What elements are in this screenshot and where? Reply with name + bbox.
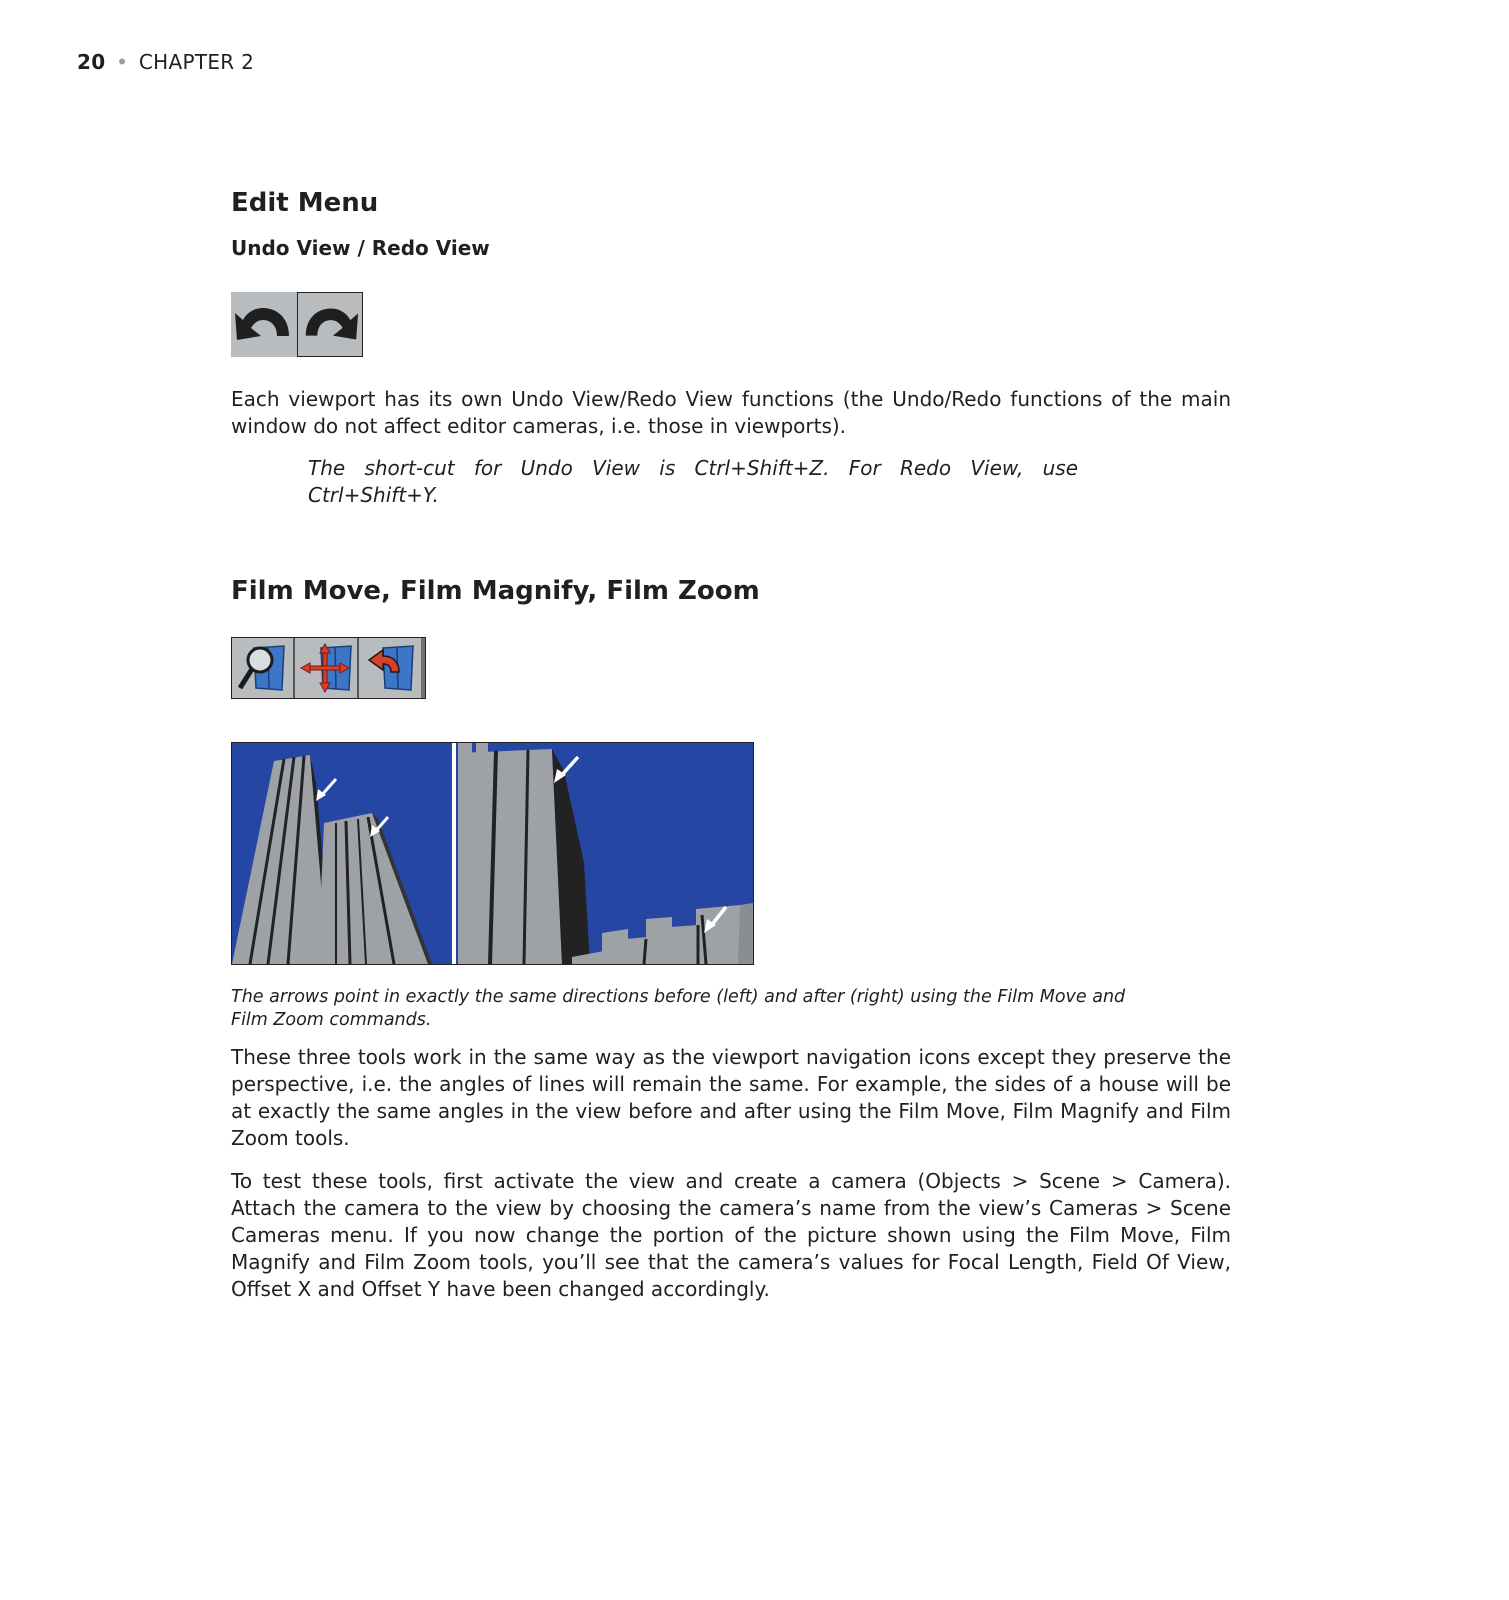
film-zoom-icon (359, 638, 421, 698)
before-after-render (232, 743, 753, 964)
undo-view-icon (231, 292, 297, 357)
film-move-comparison-figure (231, 742, 754, 965)
film-move-button[interactable] (295, 638, 359, 698)
shortcut-note: The short-cut for Undo View is Ctrl+Shift+Z. For Redo View, use Ctrl+Shift+Y. (308, 456, 1078, 507)
film-tools-iconbar (231, 637, 426, 699)
film-tools-paragraph-2: To test these tools, first activate the view and create a camera (Objects > Scene > Camera). Attach the camera to the view by choosing the camera’s name from the view’s Cameras > Scene Cameras menu. If you now change the portion of the picture shown using the Film Move, Film Magnify and Film Zoom tools, you’ll see that the camera’s values for Focal Length, Field Of View, Offset X and Offset Y have been changed accordingly. (231, 1169, 1231, 1301)
running-header (77, 50, 254, 74)
chapter-label: CHAPTER 2 (138, 50, 255, 74)
undo-redo-subheading: Undo View / Redo View (231, 236, 490, 260)
film-magnify-button[interactable] (232, 638, 295, 698)
edit-menu-paragraph: Each viewport has its own Undo View/Redo View functions (the Undo/Redo functions of the main window do not affect editor cameras, i.e. those in viewports). (231, 387, 1231, 438)
undo-redo-iconbar (231, 292, 363, 357)
edit-menu-heading: Edit Menu (231, 188, 379, 218)
redo-view-icon (298, 293, 362, 356)
film-move-icon (295, 638, 357, 698)
film-magnify-icon (232, 638, 293, 698)
film-tools-paragraph-1: These three tools work in the same way as the viewport navigation icons except they preserve the perspective, i.e. the angles of lines will remain the same. For example, the sides of a house will be at exactly the same angles in the view before and after using the Film Move, Film Magnify and Film Zoom tools. (231, 1045, 1231, 1150)
figure-caption: The arrows point in exactly the same directions before (left) and after (right) using the Film Move and Film Zoom commands. (231, 987, 1126, 1030)
film-zoom-button[interactable] (359, 638, 421, 698)
page-number: 20 (77, 50, 106, 74)
header-separator: • (116, 50, 129, 74)
redo-view-button[interactable] (297, 292, 363, 357)
film-tools-heading: Film Move, Film Magnify, Film Zoom (231, 576, 760, 606)
undo-view-button[interactable] (231, 292, 297, 357)
